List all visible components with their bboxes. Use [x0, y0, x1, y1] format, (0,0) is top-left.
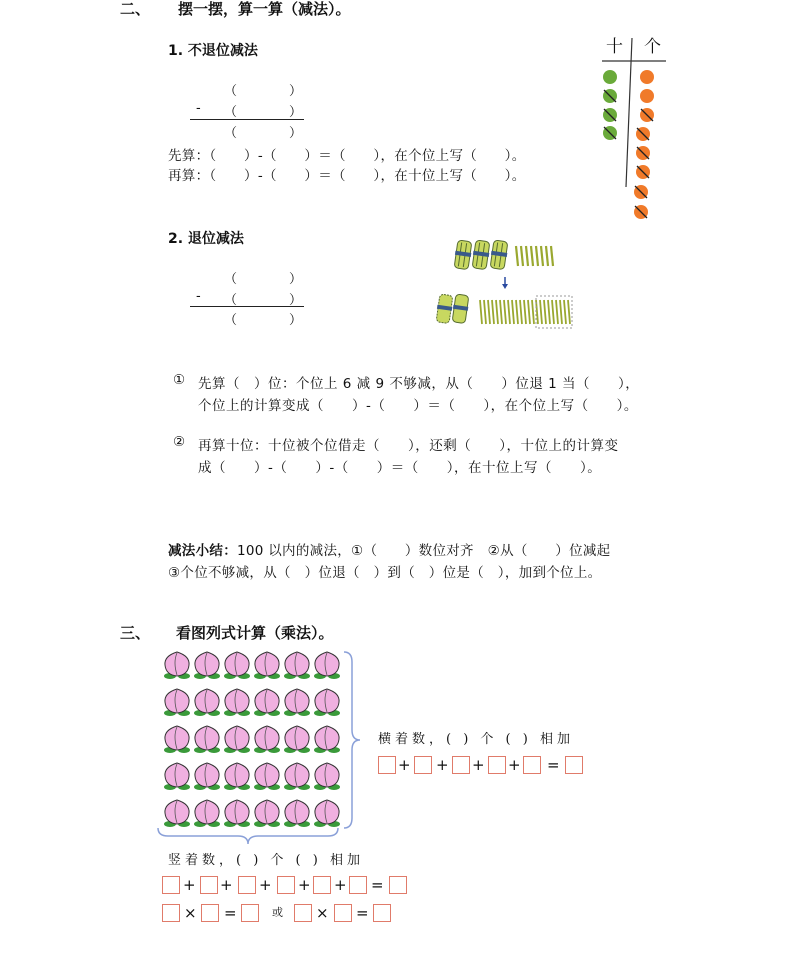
tens-label: 十: [606, 37, 623, 57]
plus-sign: +: [508, 756, 521, 774]
minus-sign: -: [196, 101, 201, 116]
vertical-paren-top: （ ）: [224, 84, 303, 99]
plus-sign: +: [259, 876, 272, 894]
step-1-line-2: 个位上的计算变成（ ）-（ ）＝（ ），在个位上写（ ）。: [198, 398, 638, 414]
peach-icon: [314, 726, 340, 753]
peach-icon: [224, 726, 250, 753]
answer-box[interactable]: [162, 876, 180, 894]
peach-icon: [284, 726, 310, 753]
peach-icon: [314, 763, 340, 790]
summary-text-1: 100 以内的减法，①（ ）数位对齐 ②从（ ）位减起: [237, 543, 611, 559]
section-3-number: 三、: [120, 624, 151, 642]
answer-box[interactable]: [277, 876, 295, 894]
answer-box[interactable]: [414, 756, 432, 774]
peach-icon: [254, 763, 280, 790]
answer-box[interactable]: [238, 876, 256, 894]
peach-icon: [224, 800, 250, 827]
peach-icon: [314, 800, 340, 827]
plus-sign: +: [298, 876, 311, 894]
peach-icon: [224, 652, 250, 679]
answer-box[interactable]: [452, 756, 470, 774]
equals-sign: =: [547, 756, 560, 774]
step-2-line-2: 成（ ）-（ ）-（ ）＝（ ），在十位上写（ ）。: [198, 460, 602, 476]
step-2-line-1: 再算十位：十位被个位借走（ ），还剩（ ），十位上的计算变: [198, 438, 619, 454]
peach-icon: [254, 652, 280, 679]
plus-sign: +: [220, 876, 233, 894]
section-2-number: 二、: [120, 0, 151, 18]
answer-box[interactable]: [201, 904, 219, 922]
peach-icon: [284, 652, 310, 679]
part-1-line-1: 先算：（ ）-（ ）＝（ ），在个位上写（ ）。: [168, 148, 526, 164]
answer-box[interactable]: [488, 756, 506, 774]
peach-icon: [194, 726, 220, 753]
times-sign: ×: [184, 904, 197, 922]
plus-sign: +: [334, 876, 347, 894]
peach-icon: [194, 689, 220, 716]
peach-icon: [254, 726, 280, 753]
answer-box[interactable]: [565, 756, 583, 774]
peach-icon: [164, 689, 190, 716]
peach-icon: [194, 652, 220, 679]
equals-sign: =: [224, 904, 237, 922]
minus-sign-2: -: [196, 289, 201, 304]
section-3-title: 看图列式计算（乘法）。: [176, 624, 334, 642]
counting-sticks-picture: [434, 236, 580, 334]
answer-box[interactable]: [523, 756, 541, 774]
equals-sign: =: [356, 904, 369, 922]
answer-box[interactable]: [313, 876, 331, 894]
peach-icon: [224, 763, 250, 790]
answer-box[interactable]: [241, 904, 259, 922]
answer-box[interactable]: [162, 904, 180, 922]
equals-sign: =: [371, 876, 384, 894]
part-2-heading: 2. 退位减法: [168, 231, 244, 247]
section-2-title: 摆一摆，算一算（减法）。: [178, 0, 351, 18]
abacus-drawing: [596, 32, 676, 227]
answer-box[interactable]: [389, 876, 407, 894]
peach-grid: [160, 648, 346, 832]
peach-icon: [284, 689, 310, 716]
vertical-line-2: [190, 306, 304, 307]
peach-icon: [164, 763, 190, 790]
answer-box[interactable]: [378, 756, 396, 774]
peach-grid-drawing: [160, 648, 346, 832]
step-1-line-1: 先算（ ）位：个位上 6 减 9 不够减，从（ ）位退 1 当（ ），: [198, 376, 640, 392]
plus-sign: +: [436, 756, 449, 774]
peach-icon: [164, 726, 190, 753]
part-1-heading: 1. 不退位减法: [168, 43, 258, 59]
vertical-paren-middle-2: （ ）: [224, 293, 303, 308]
vertical-paren-top-2: （ ）: [224, 272, 303, 287]
answer-box[interactable]: [373, 904, 391, 922]
right-brace: [340, 650, 364, 830]
vertical-line: [190, 119, 304, 120]
peach-icon: [254, 800, 280, 827]
summary-line-2: ③个位不够减，从（ ）位退（ ）到（ ）位是（ ），加到个位上。: [168, 565, 602, 581]
vertical-count-label: 竖着数，( ) 个 ( ) 相加: [168, 853, 364, 868]
summary-line-1: [168, 539, 610, 559]
step-1-mark: ①: [173, 372, 186, 388]
answer-box[interactable]: [294, 904, 312, 922]
times-sign: ×: [316, 904, 329, 922]
ones-beads: [634, 70, 654, 219]
place-value-abacus: [596, 32, 676, 227]
peach-icon: [164, 800, 190, 827]
summary-label: 减法小结：: [168, 543, 237, 559]
peach-icon: [164, 652, 190, 679]
step-2-mark: ②: [173, 434, 186, 450]
plus-sign: +: [183, 876, 196, 894]
answer-box[interactable]: [200, 876, 218, 894]
ones-label: 个: [644, 37, 661, 57]
plus-sign: +: [398, 756, 411, 774]
answer-box[interactable]: [334, 904, 352, 922]
answer-box[interactable]: [349, 876, 367, 894]
peach-icon: [284, 763, 310, 790]
horizontal-count-label: 横着数，( ) 个 ( ) 相加: [378, 732, 574, 747]
peach-icon: [194, 800, 220, 827]
vertical-paren-middle: （ ）: [224, 105, 303, 120]
peach-icon: [194, 763, 220, 790]
part-1-line-2: 再算：（ ）-（ ）＝（ ），在十位上写（ ）。: [168, 168, 526, 184]
peach-icon: [224, 689, 250, 716]
peach-icon: [284, 800, 310, 827]
tens-beads: [603, 70, 617, 140]
bottom-brace: [156, 826, 342, 848]
peach-icon: [314, 689, 340, 716]
vertical-paren-bottom: （ ）: [224, 126, 303, 141]
vertical-paren-bottom-2: （ ）: [224, 313, 303, 328]
peach-icon: [254, 689, 280, 716]
or-word: 或: [272, 906, 283, 919]
plus-sign: +: [472, 756, 485, 774]
peach-icon: [314, 652, 340, 679]
